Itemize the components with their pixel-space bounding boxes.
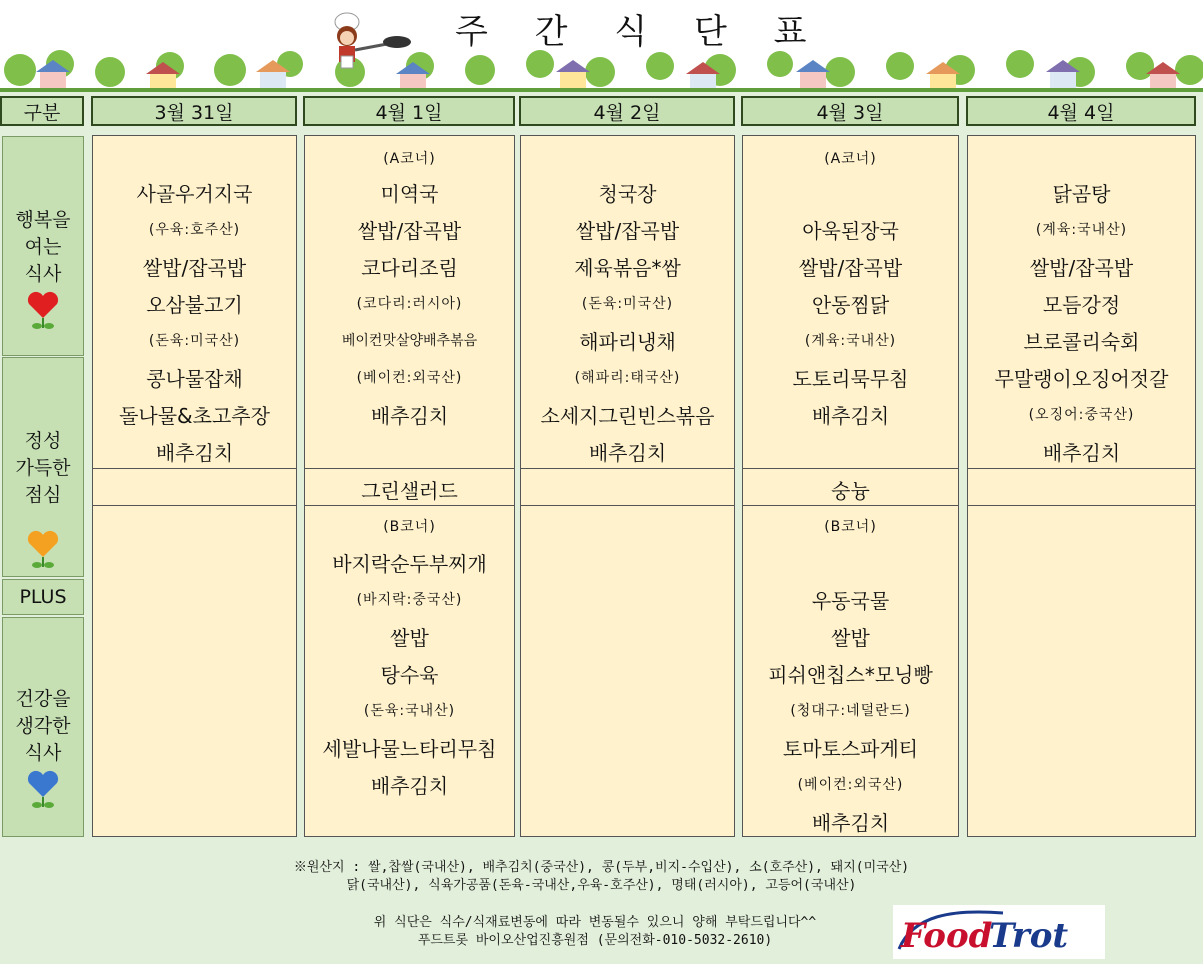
divider [743,468,958,469]
category-label-line: 가득한 [15,457,71,479]
divider [968,468,1195,469]
menu-column-apr4 [967,135,1196,837]
svg-text:Trot: Trot [989,916,1069,956]
village-illustration [0,50,1203,92]
menu-origin: (우육:호주산) [148,222,241,238]
category-label-line: 여는 [24,236,62,258]
origin-note-line1: ※원산지 : 쌀,찹쌀(국내산), 배추김치(중국산), 콩(두부,비지-수입산), 소(호주산), 돼지(미국산) [293,860,910,875]
menu-column-apr3 [742,135,959,837]
menu-item: 쌀밥/잡곡밥 [357,219,462,243]
page-title: 주 간 식 단 표 [455,12,825,52]
menu-origin: (베이컨:외국산) [797,777,904,793]
divider [521,468,734,469]
menu-item: 배추김치 [588,441,667,465]
menu-item: 쌀밥 [390,626,429,650]
day-header-3: 4월 3일 [741,96,959,126]
header-corner: 구분 [0,96,84,126]
category-label-line: 정성 [24,430,62,452]
category-label-line: 건강을 [15,688,71,710]
category-plus: PLUS [2,579,84,615]
contact-info: 푸드트롯 바이오산업진흥원점 (문의전화-010-5032-2610) [417,933,773,948]
menu-item: 배추김치 [370,404,449,428]
category-label-line: 식사 [24,263,62,285]
menu-item: 베이컨맛살양배추볶음 [341,333,478,349]
plus-item: 숭늉 [831,479,870,503]
category-label-line: 식사 [24,742,62,764]
day-header-1: 4월 1일 [303,96,515,126]
change-notice: 위 식단은 식수/식재료변동에 따라 변동될수 있으니 양해 부탁드립니다^^ [373,915,817,930]
divider [305,505,514,506]
corner-label: (A코너) [824,151,877,167]
menu-item: 피쉬앤칩스*모닝빵 [768,663,933,687]
svg-text:Food: Food [901,916,993,956]
corner-label: (B코너) [383,519,436,535]
menu-origin: (오징어:중국산) [1028,407,1135,423]
menu-item: 안동찜닭 [811,293,890,317]
menu-item: 쌀밥/잡곡밥 [798,256,903,280]
menu-column-apr2 [520,135,735,837]
menu-item: 배추김치 [1042,441,1121,465]
category-label-line: 점심 [24,484,62,506]
menu-item: 해파리냉채 [579,330,676,354]
plus-item: 그린샐러드 [361,479,458,503]
menu-origin: (베이컨:외국산) [356,370,463,386]
menu-item: 배추김치 [811,404,890,428]
day-header-4: 4월 4일 [966,96,1196,126]
menu-origin: (코다리:러시아) [356,296,463,312]
foodtrot-logo [893,905,1105,959]
menu-item: 쌀밥/잡곡밥 [142,256,247,280]
category-happy-meal [2,136,84,356]
menu-item: 미역국 [380,182,439,206]
menu-origin: (돈육:미국산) [148,333,241,349]
menu-origin: (계육:국내산) [1035,222,1128,238]
menu-item: 소세지그린빈스볶음 [540,404,715,428]
menu-origin: (바지락:중국산) [356,592,463,608]
day-header-2: 4월 2일 [519,96,735,126]
category-label-line: 행복을 [15,209,71,231]
menu-item: 아욱된장국 [802,219,899,243]
menu-origin: (돈육:국내산) [363,703,456,719]
divider [743,505,958,506]
menu-item: 오삼불고기 [146,293,243,317]
menu-item: 우동국물 [811,589,890,613]
menu-origin: (청대구:네덜란드) [790,703,911,719]
red-heart-icon [23,288,63,332]
menu-item: 토마토스파게티 [782,737,919,761]
chef-icon [325,10,415,70]
menu-item: 코다리조림 [361,256,458,280]
divider [305,468,514,469]
menu-column-apr1 [304,135,515,837]
menu-item: 사골우거지국 [136,182,253,206]
blue-heart-icon [23,767,63,811]
menu-item: 돌나물&초고추장 [119,404,270,428]
foodtrot-logo-icon [893,905,1105,959]
category-health-meal [2,617,84,837]
menu-item: 콩나물잡채 [146,367,243,391]
menu-item: 청국장 [598,182,657,206]
banner [0,0,1203,92]
menu-item: 도토리묵무침 [792,367,909,391]
menu-item: 무말랭이오징어젓갈 [994,367,1169,391]
menu-item: 브로콜리숙회 [1023,330,1140,354]
corner-label: (A코너) [383,151,436,167]
menu-item: 닭곰탕 [1052,182,1111,206]
menu-column-mar31 [92,135,297,837]
category-label-line: 생각한 [15,715,71,737]
origin-note-line2: 닭(국내산), 식육가공품(돈육-국내산,우육-호주산), 명태(러시아), 고등어(국내산) [346,878,857,893]
menu-item: 쌀밥 [831,626,870,650]
divider [968,505,1195,506]
menu-item: 바지락순두부찌개 [332,552,487,576]
menu-item: 쌀밥/잡곡밥 [1029,256,1134,280]
menu-item: 모듬강정 [1042,293,1121,317]
menu-item: 쌀밥/잡곡밥 [575,219,680,243]
menu-origin: (계육:국내산) [804,333,897,349]
category-sincere-lunch [2,357,84,577]
menu-item: 세발나물느타리무침 [322,737,497,761]
divider [93,505,296,506]
day-header-0: 3월 31일 [91,96,297,126]
menu-item: 배추김치 [811,811,890,835]
corner-label: (B코너) [824,519,877,535]
menu-origin: (돈육:미국산) [581,296,674,312]
divider [93,468,296,469]
divider [521,505,734,506]
menu-item: 배추김치 [155,441,234,465]
menu-item: 배추김치 [370,774,449,798]
menu-origin: (해파리:태국산) [574,370,681,386]
menu-item: 제육볶음*쌈 [574,256,681,280]
menu-item: 탕수육 [380,663,439,687]
orange-heart-icon [23,527,63,571]
